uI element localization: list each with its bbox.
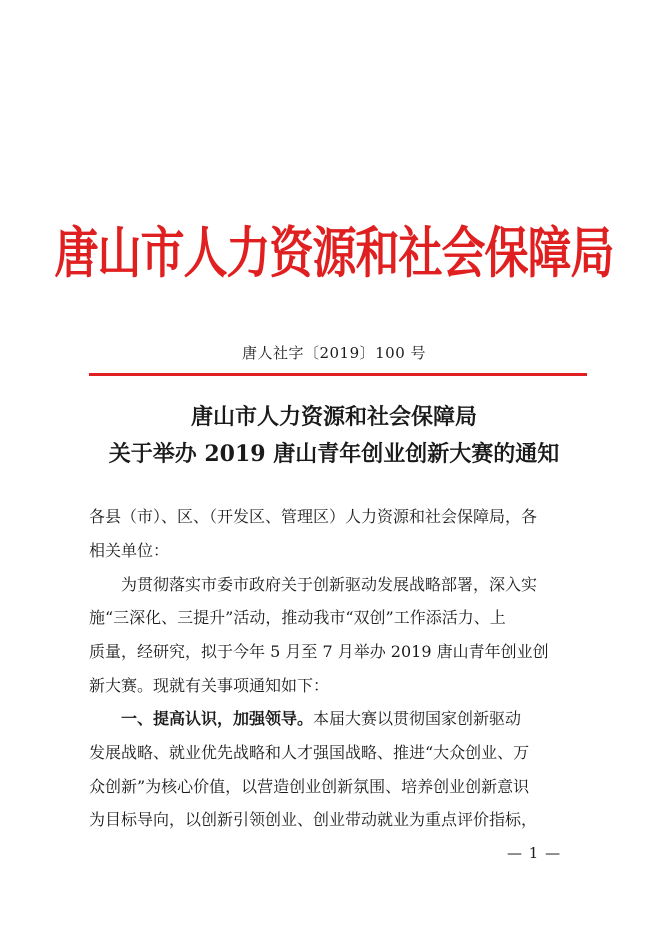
notice-title-line-1: 唐山市人力资源和社会保障局: [190, 404, 477, 430]
body-line-6: 新大赛。现就有关事项通知如下：: [89, 676, 330, 695]
section-1-heading: 一、提高认识，加强领导。: [89, 709, 314, 728]
page-number: — 1 —: [507, 844, 562, 862]
body-line-4: 施“三深化、三提升”活动，推动我市“双创”工作添活力、上: [89, 608, 506, 627]
body-line-9: 众创新”为核心价值，以营造创业创新氛围、培养创业创新意识: [89, 777, 530, 796]
document-number: 唐人社字〔2019〕100 号: [241, 344, 427, 362]
body-line-8: 发展战略、就业优先战略和人才强国战略、推进“大众创业、万: [89, 743, 530, 762]
section-1-first-line: [89, 702, 587, 736]
body-line-10: 为目标导向，以创新引领创业、创业带动就业为重点评价指标，: [89, 810, 538, 829]
section-1-text: 本届大赛以贯彻国家创新驱动: [313, 709, 522, 728]
notice-title-line-2: 关于举办 2019 唐山青年创业创新大赛的通知: [108, 441, 560, 467]
red-divider-line: [89, 373, 587, 376]
body-line-3: 为贯彻落实市委市政府关于创新驱动发展战略部署，深入实: [89, 575, 538, 594]
agency-masthead: 唐山市人力资源和社会保障局: [54, 221, 614, 286]
body-line-5: 质量，经研究，拟于今年 5 月至 7 月举办 2019 唐山青年创业创: [89, 642, 549, 661]
body-line-1: 各县（市）、区、（开发区、管理区）人力资源和社会保障局，各: [89, 507, 538, 526]
body-line-2: 相关单位：: [89, 541, 170, 560]
